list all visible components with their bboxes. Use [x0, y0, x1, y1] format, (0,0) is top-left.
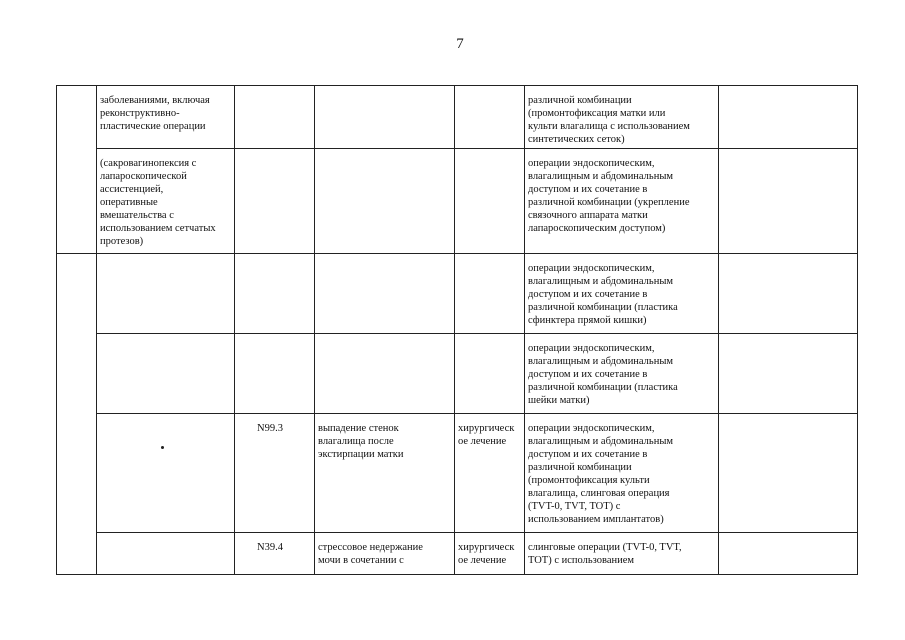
- diagnosis-cell: [97, 533, 235, 575]
- method-cell: операции эндоскопическим, влагалищным и абдоминальным доступом и их сочетание в различной комбинации (пластика сфинктера прямой кишки): [525, 254, 719, 334]
- diagnosis-cell: [97, 334, 235, 414]
- norm-cell: [719, 254, 858, 334]
- disease-cell: [315, 86, 455, 149]
- index-cell: [57, 86, 97, 149]
- method-cell: операции эндоскопическим, влагалищным и абдоминальным доступом и их сочетание в различной комбинации (укрепление связочного аппарата матки лапароскопическим доступом): [525, 149, 719, 254]
- table-row: [57, 254, 858, 334]
- norm-cell: [719, 533, 858, 575]
- index-cell: [57, 414, 97, 533]
- treatment-type-cell: [455, 334, 525, 414]
- table-row: [57, 334, 858, 414]
- diagnosis-cell: [97, 254, 235, 334]
- disease-cell: [315, 254, 455, 334]
- method-cell: различной комбинации (промонтофиксация матки или культи влагалища с использованием синтетических сеток): [525, 86, 719, 149]
- norm-cell: [719, 86, 858, 149]
- treatment-type-cell: [455, 149, 525, 254]
- diagnosis-cell: заболеваниями, включая реконструктивно- пластические операции: [97, 86, 235, 149]
- code-cell: N39.4: [235, 533, 315, 575]
- code-cell: N99.3: [235, 414, 315, 533]
- index-cell: [57, 334, 97, 414]
- disease-cell: выпадение стенок влагалища после экстирпации матки: [315, 414, 455, 533]
- index-cell: [57, 254, 97, 334]
- norm-cell: [719, 149, 858, 254]
- index-cell: [57, 149, 97, 254]
- norm-cell: [719, 334, 858, 414]
- disease-cell: стрессовое недержание мочи в сочетании с: [315, 533, 455, 575]
- disease-cell: [315, 334, 455, 414]
- norm-cell: [719, 414, 858, 533]
- page-number: 7: [456, 36, 464, 52]
- diagnosis-cell: [97, 414, 235, 533]
- method-cell: операции эндоскопическим, влагалищным и абдоминальным доступом и их сочетание в различной комбинации (промонтофиксация культи влагалища, слинговая операция (TVT-0, TVT, TOT) с использованием имплантатов): [525, 414, 719, 533]
- index-cell: [57, 533, 97, 575]
- method-cell: слинговые операции (TVT-0, TVT, TOT) с использованием: [525, 533, 719, 575]
- code-cell: [235, 149, 315, 254]
- stray-dot-mark: [161, 446, 164, 449]
- code-cell: [235, 334, 315, 414]
- disease-cell: [315, 149, 455, 254]
- table-row: [57, 414, 858, 533]
- treatment-type-cell: [455, 86, 525, 149]
- diagnosis-cell: (сакровагинопексия с лапароскопической ассистенцией, оперативные вмешательства с использованием сетчатых протезов): [97, 149, 235, 254]
- treatment-type-cell: хирургическ ое лечение: [455, 533, 525, 575]
- code-cell: [235, 254, 315, 334]
- method-cell: операции эндоскопическим, влагалищным и абдоминальным доступом и их сочетание в различной комбинации (пластика шейки матки): [525, 334, 719, 414]
- table-row: [57, 86, 858, 149]
- code-cell: [235, 86, 315, 149]
- treatment-type-cell: хирургическ ое лечение: [455, 414, 525, 533]
- table-row: [57, 149, 858, 254]
- procedures-table: [56, 85, 858, 575]
- table-row: [57, 533, 858, 575]
- treatment-type-cell: [455, 254, 525, 334]
